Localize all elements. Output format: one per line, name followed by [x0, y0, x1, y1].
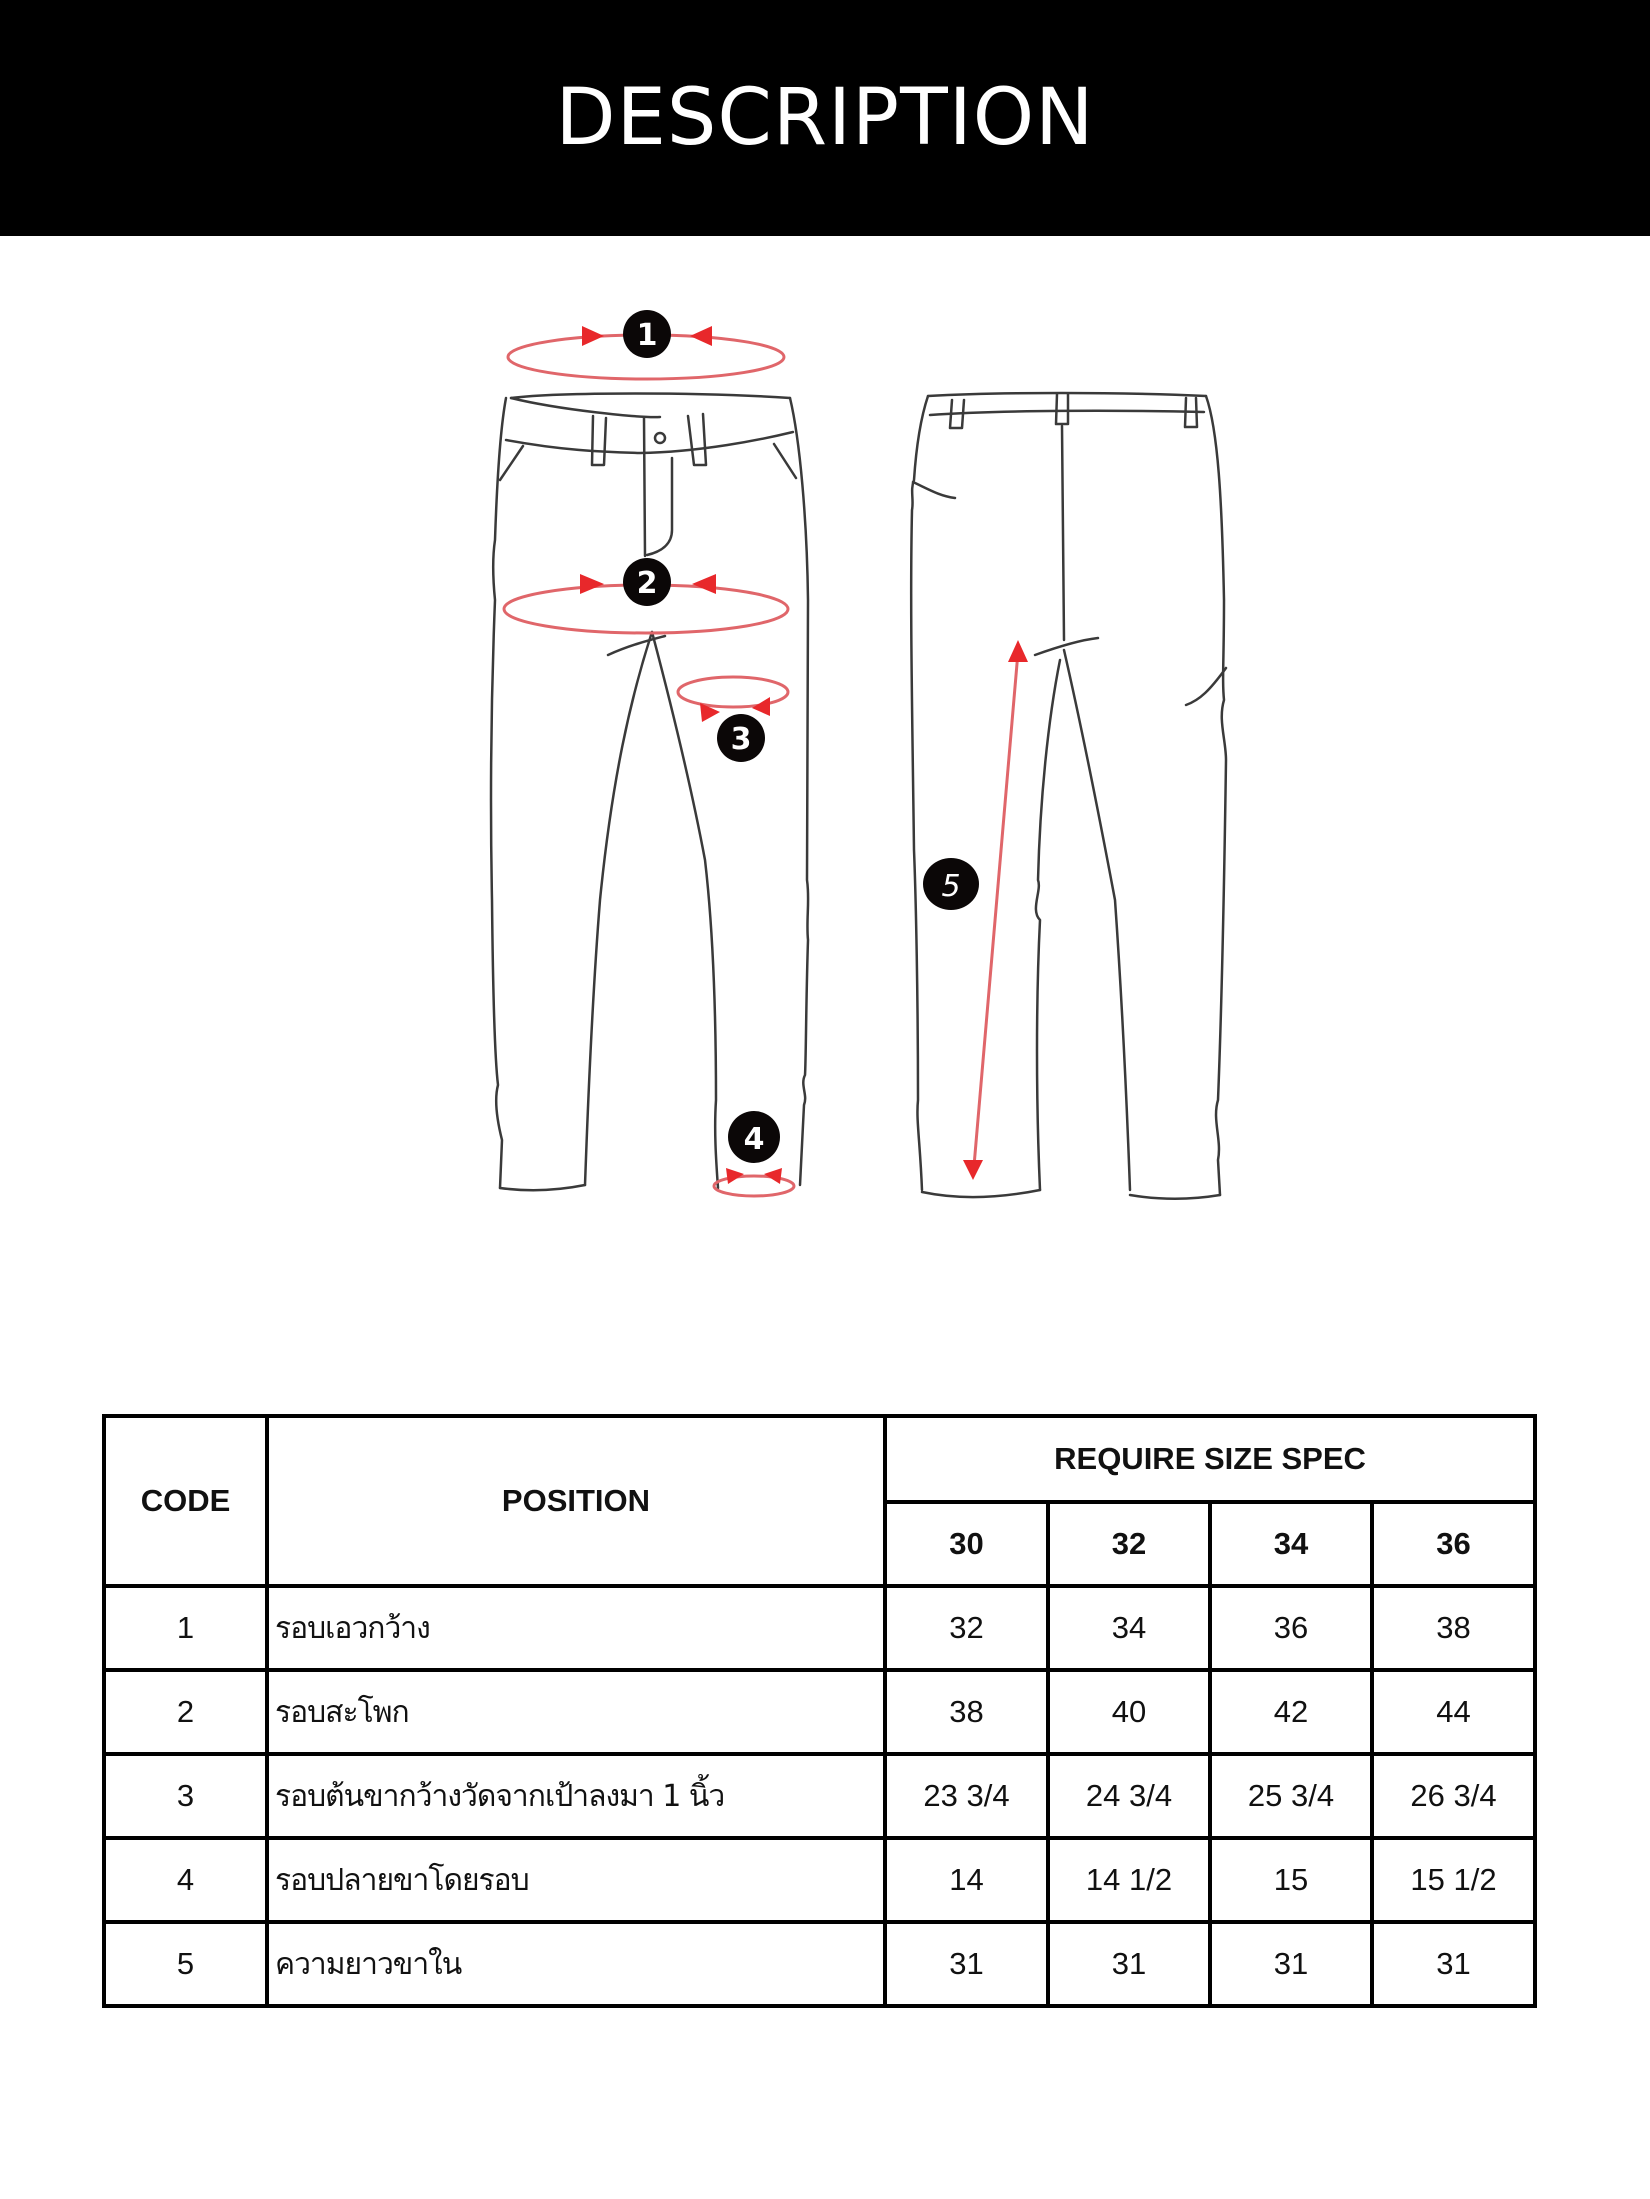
- marker-2: [623, 558, 671, 606]
- value-cell: 34: [1048, 1586, 1210, 1670]
- table-row: [104, 1586, 1535, 1670]
- table-row: [104, 1754, 1535, 1838]
- value-cell: 38: [1372, 1586, 1535, 1670]
- thigh-measure-ring: [678, 677, 788, 722]
- marker-5: [923, 858, 979, 910]
- table-header-row: [104, 1416, 1535, 1502]
- header-size-34: 34: [1210, 1502, 1372, 1586]
- header-bar: [0, 0, 1650, 236]
- svg-text:2: 2: [636, 566, 658, 601]
- code-cell: 5: [104, 1922, 267, 2006]
- position-cell: รอบปลายขาโดยรอบ: [267, 1838, 885, 1922]
- front-pants-outline: [491, 394, 808, 1191]
- value-cell: 40: [1048, 1670, 1210, 1754]
- value-cell: 15 1/2: [1372, 1838, 1535, 1922]
- header-position: POSITION: [267, 1416, 885, 1586]
- marker-1: [623, 310, 671, 358]
- value-cell: 31: [1210, 1922, 1372, 2006]
- position-cell: รอบสะโพก: [267, 1670, 885, 1754]
- value-cell: 23 3/4: [885, 1754, 1048, 1838]
- value-cell: 36: [1210, 1586, 1372, 1670]
- value-cell: 42: [1210, 1670, 1372, 1754]
- value-cell: 31: [1048, 1922, 1210, 2006]
- value-cell: 31: [885, 1922, 1048, 2006]
- value-cell: 15: [1210, 1838, 1372, 1922]
- position-cell: ความยาวขาใน: [267, 1922, 885, 2006]
- value-cell: 26 3/4: [1372, 1754, 1535, 1838]
- code-cell: 2: [104, 1670, 267, 1754]
- page-title: DESCRIPTION: [555, 73, 1095, 163]
- code-cell: 3: [104, 1754, 267, 1838]
- value-cell: 14 1/2: [1048, 1838, 1210, 1922]
- code-cell: 1: [104, 1586, 267, 1670]
- marker-4: [728, 1111, 780, 1163]
- value-cell: 24 3/4: [1048, 1754, 1210, 1838]
- position-cell: รอบต้นขากว้างวัดจากเป้าลงมา 1 นิ้ว: [267, 1754, 885, 1838]
- header-require-size-spec: REQUIRE SIZE SPEC: [885, 1416, 1535, 1502]
- header-size-30: 30: [885, 1502, 1048, 1586]
- table-row: [104, 1838, 1535, 1922]
- inseam-measure-arrow: [963, 640, 1028, 1180]
- table-row: [104, 1670, 1535, 1754]
- marker-3: [717, 714, 765, 762]
- value-cell: 44: [1372, 1670, 1535, 1754]
- value-cell: 25 3/4: [1210, 1754, 1372, 1838]
- svg-text:4: 4: [743, 1122, 765, 1157]
- size-spec-table: [102, 1414, 1537, 2008]
- header-size-32: 32: [1048, 1502, 1210, 1586]
- value-cell: 14: [885, 1838, 1048, 1922]
- svg-text:3: 3: [730, 722, 752, 757]
- position-cell: รอบเอวกว้าง: [267, 1586, 885, 1670]
- header-size-36: 36: [1372, 1502, 1535, 1586]
- leg-opening-measure-ring: [714, 1168, 794, 1196]
- value-cell: 31: [1372, 1922, 1535, 2006]
- value-cell: 38: [885, 1670, 1048, 1754]
- header-code: CODE: [104, 1416, 267, 1586]
- svg-text:5: 5: [941, 869, 961, 904]
- svg-text:1: 1: [636, 318, 658, 353]
- pants-measurement-diagram: [0, 236, 1650, 1236]
- back-pants-outline: [911, 393, 1226, 1199]
- value-cell: 32: [885, 1586, 1048, 1670]
- code-cell: 4: [104, 1838, 267, 1922]
- table-row: [104, 1922, 1535, 2006]
